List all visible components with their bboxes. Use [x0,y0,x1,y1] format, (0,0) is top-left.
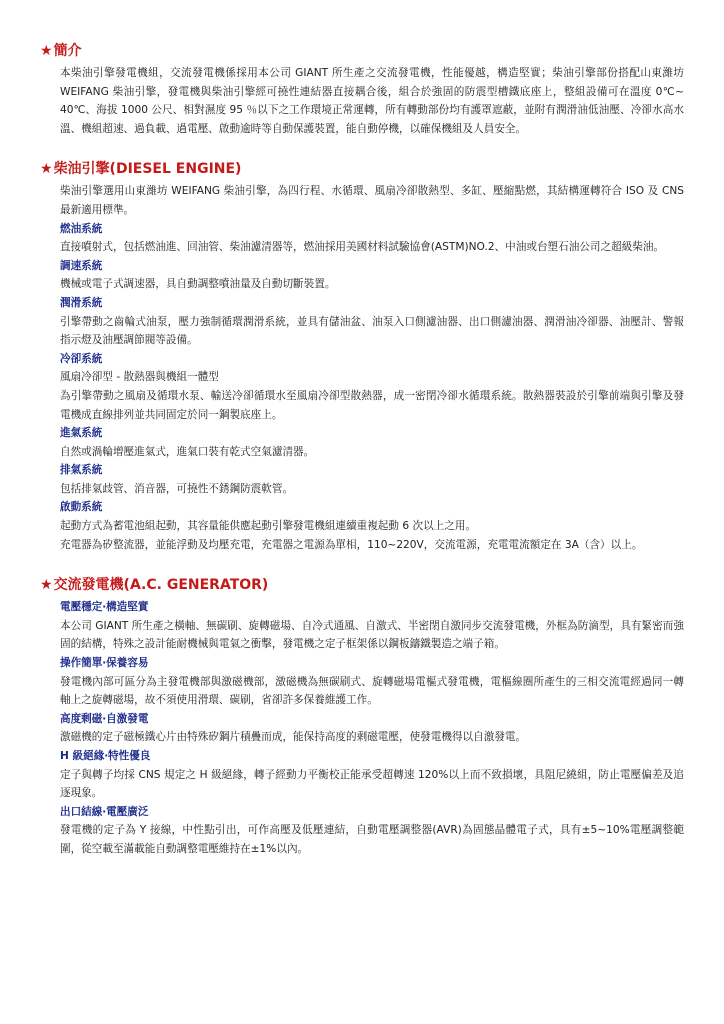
residual-magnetism-paragraph: 激磁機的定子磁極鐵心片由特殊矽鋼片積疊而成，能保持高度的剩磁電壓，使發電機得以自激發電。 [60,731,527,744]
subheading-intake: 進氣系統 [60,427,103,440]
subheading-residual-magnetism: 高度剩磁‧自激發電 [60,712,149,725]
subheading-output-connection: 出口結線‧電壓廣泛 [60,805,149,818]
output-connection-paragraph: 發電機的定子為 Y 接線，中性點引出，可作高壓及低壓連結，自動電壓調整器(AVR)為固態晶體電子式，具有±5~10%電壓調整範圍，從空載至滿載能自動調整電壓維持在±1%以內。 [60,824,684,855]
section-intro [40,42,684,138]
start-paragraph-1: 起動方式為蓄電池組起動，其容量能供應起動引擎發電機組連續重複起動 6 次以上之用。 [60,520,477,533]
section-title-intro [40,42,684,60]
diesel-paragraph: 柴油引擎選用山東濰坊 WEIFANG 柴油引擎，為四行程、水循環、風扇冷卻散熱型、多缸、壓縮點燃，其結構運轉符合 ISO 及 CNS 最新適用標準。 [60,185,684,216]
cooling-paragraph-2: 為引擎帶動之風扇及循環水泵、輸送冷卻循環水至風扇冷卻型散熱器，成一密閉冷卻水循環系統。散熱器裝設於引擎前端與引擎及發電機成直線排列並共同固定於同一鋼製底座上。 [60,389,684,421]
star-icon: ★ [40,577,53,594]
section-title-text: 簡介 [53,43,82,59]
subheading-exhaust: 排氣系統 [60,464,103,477]
subheading-voltage-stable: 電壓穩定‧構造堅實 [60,601,149,614]
fuel-paragraph: 直接噴射式，包括燃油進、回油管、柴油濾清器等，燃油採用美國材料試驗協會(ASTM)NO.2、中油或台塑石油公司之超級柴油。 [60,241,665,254]
intake-paragraph: 自然或渦輪增壓進氣式，進氣口裝有乾式空氣濾清器。 [60,445,315,458]
star-icon: ★ [40,161,53,178]
section-title-text: 柴油引擎(DIESEL ENGINE) [53,161,242,178]
subheading-easy-maintenance: 操作簡單‧保養容易 [60,657,149,670]
exhaust-paragraph: 包括排氣歧管、消音器，可撓性不銹鋼防震軟管。 [60,482,294,495]
subheading-fuel: 燃油系統 [60,222,103,235]
subheading-cooling: 冷卻系統 [60,352,103,365]
lube-paragraph: 引擎帶動之齒輪式油泵，壓力強制循環潤滑系統，並具有儲油盆、油泵入口側濾油器、出口側濾油器、潤滑油冷卻器、油壓計、警報指示燈及油壓調節閥等設備。 [60,315,684,347]
intro-paragraph: 本柴油引擎發電機組，交流發電機係採用本公司 GIANT 所生產之交流發電機，性能優越，構造堅實；柴油引擎部份搭配山東濰坊 WEIFANG 柴油引擎，發電機與柴油引擎經可撓性連結器直接耦合後，組合於強固的防震型槽鐵底座上，整組設備可在溫度 0℃~ 40℃、海拔 1000 公尺、相對濕度 95 ％以下之工作環境正常運轉，所有轉動部份均有護罩遮蔽，並附有潤滑油低油壓、冷卻水高水溫、機組超速、過負載、過電壓、啟動逾時等自動保護裝置，能自動停機，以確保機組及人員安全。 [60,67,684,135]
section-diesel-engine [40,160,684,554]
section-generator [40,576,684,858]
subheading-governor: 調速系統 [60,259,103,272]
section-title-diesel [40,160,684,178]
start-paragraph-2: 充電器為矽整流器，並能浮動及均壓充電，充電器之電源為單相，110~220V，交流電源，充電電流額定在 3A（含）以上。 [60,538,643,551]
governor-paragraph: 機械或電子式調速器，具自動調整噴油量及自動切斷裝置。 [60,278,336,291]
easy-maintenance-paragraph: 發電機內部可區分為主發電機部與激磁機部，激磁機為無碳刷式、旋轉磁場電樞式發電機，電樞線圈所產生的三相交流電經過同一轉軸上之旋轉磁場，故不須使用滑環、碳刷，省卻許多保養維護工作。 [60,675,684,707]
section-title-generator [40,576,684,594]
subheading-insulation: H 級絕緣‧特性優良 [60,750,151,762]
section-title-text: 交流發電機(A.C. GENERATOR) [53,577,269,594]
star-icon: ★ [40,43,53,59]
insulation-paragraph: 定子與轉子均採 CNS 規定之 H 級絕緣，轉子經動力平衡校正能承受超轉速 120%以上而不致損壞，具阻尼繞組，防止電壓偏差及追逐現象。 [60,768,684,800]
subheading-lube: 潤滑系統 [60,296,103,309]
subheading-start: 啟動系統 [60,501,103,514]
cooling-paragraph-1: 風扇冷卻型 - 散熱器與機組一體型 [60,371,219,384]
voltage-stable-paragraph: 本公司 GIANT 所生產之橫軸、無碳刷、旋轉磁場、自冷式通風、自激式、半密閉自激同步交流發電機，外框為防滴型，具有緊密而強固的結構，特殊之設計能耐機械與電氣之衝擊，發電機之定子框架係以鋼板鑄鐵製造之端子箱。 [60,619,684,651]
